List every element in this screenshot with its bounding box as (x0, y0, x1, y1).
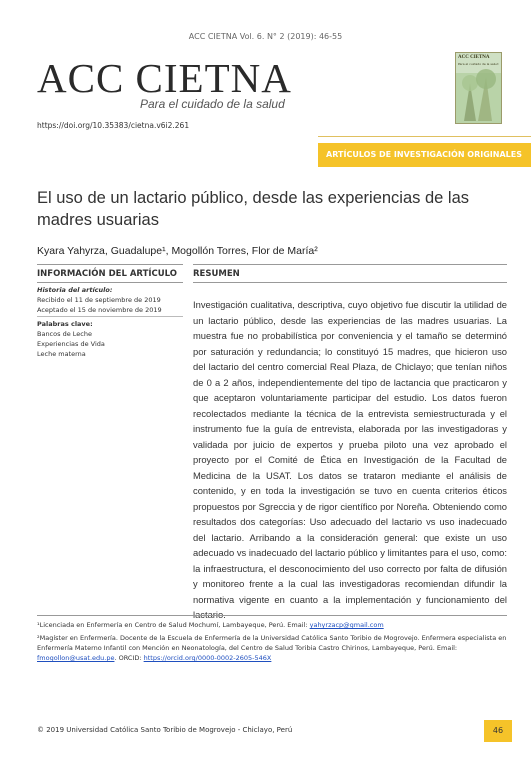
divider (37, 264, 183, 265)
divider (193, 264, 507, 265)
footnote-2 (37, 633, 507, 663)
keywords-label: Palabras clave: (37, 320, 93, 328)
keyword-item: Experiencias de Vida (37, 340, 105, 348)
abstract-heading: RESUMEN (193, 269, 240, 279)
history-label: Historia del artículo: (37, 286, 113, 294)
divider (318, 136, 531, 137)
divider (37, 282, 183, 283)
orcid-label: . ORCID: (114, 654, 144, 662)
keyword-item: Bancos de Leche (37, 330, 92, 338)
cover-subtitle: Para el cuidado de la salud (458, 62, 499, 66)
doi-link[interactable]: https://doi.org/10.35383/cietna.v6i2.261 (37, 121, 190, 130)
received-date: Recibido el 11 de septiembre de 2019 (37, 296, 161, 304)
divider (37, 615, 507, 616)
abstract-text: Investigación cualitativa, descriptiva, cuyo objetivo fue discutir la utilidad de un lactario público, desde las experiencias de las madres usuarias. La muestra fue no probabilística por conveniencia y el tamaño se determinó por saturación y redundancia; lo constituyó 15 madres, que hicieron uso del lactario del centro comercial Real Plaza, de Chiclayo; que tenían niños de 0 a 2 años, independientemente del tipo de lactancia que practicaron y que aceptaron voluntariamente participar del estudio. Los datos fueron recolectados mediante la técnica de la entrevista semiestructurada y el instrumento fue la guía de entrevista, elaborada por las investigadoras y validada por juicio de expertos y prueba piloto una vez aprobado el proyecto por el Comité de Ética en Investigación de la Facultad de Medicina de la USAT. Los datos se trataron mediante el análisis de contenido, y en toda la investigación se tuvo en cuenta criterios éticos propuestos por Sgreccia y de rigor científico por Noreña. Obteniendo como resultados dos categorías: Uso adecuado del lactario vs uso inadecuado del lactario. Arribando a la consideración general: que existe un uso adecuado vs inadecuado del lactario público y limitantes para el uso, como: la infraestructura, el desconocimiento del uso correcto por falta de difusión y monitoreo frente a la cual las investigadoras recomiendan difundir la normativa vigente en cuanto a la implementación y funcionamiento del (193, 299, 507, 605)
footnotes (37, 620, 507, 663)
page-number-badge (484, 720, 512, 742)
journal-issue: ACC CIETNA Vol. 6. N° 2 (2019): 46-55 (188, 32, 343, 41)
divider (37, 316, 183, 317)
article-title: El uso de un lactario público, desde las experiencias de las madres usuarias (37, 189, 470, 229)
accepted-date: Aceptado el 15 de noviembre de 2019 (37, 306, 162, 314)
info-heading: INFORMACIÓN DEL ARTÍCULO (37, 269, 178, 279)
email-link[interactable]: fmogollon@usat.edu.pe (37, 654, 115, 662)
journal-logo: ACC CIETNA (37, 55, 292, 101)
footnote-text: ¹Licenciada en Enfermería en Centro de Salud Mochumí, Lambayeque, Perú. Email: (37, 621, 310, 629)
email-link[interactable]: yahyrzacp@gmail.com (309, 621, 384, 629)
copyright: © 2019 Universidad Católica Santo Toribio de Mogrovejo - Chiclayo, Perú (37, 726, 293, 734)
footnote-1 (37, 620, 507, 630)
divider (193, 282, 507, 283)
footnote-text: ²Magíster en Enfermería. Docente de la Escuela de Enfermería de la Universidad Católica Santo Toribio de Mogrovejo. Enfermera especialista en Enfermería Materno Infantil con Mención en Neonatología, del Centro de Salud Toribia Castro Chirinos, Lambayeque, Perú. Email: (37, 634, 507, 652)
article-authors: Kyara Yahyrza, Guadalupe¹, Mogollón Torres, Flor de María² (37, 245, 318, 257)
orcid-link[interactable]: https://orcid.org/0000-0002-2605-546X (143, 654, 272, 662)
article-info (37, 285, 183, 620)
section-label: ARTÍCULOS DE INVESTIGACIÓN ORIGINALES (326, 150, 522, 159)
section-banner (318, 143, 531, 167)
cover-title: ACC CIETNA (458, 55, 490, 60)
journal-tagline: Para el cuidado de la salud (140, 97, 285, 111)
cover-thumbnail (455, 52, 502, 124)
cover-illustration (456, 53, 501, 123)
keyword-item: Leche materna (37, 350, 86, 358)
page-number: 46 (492, 726, 504, 735)
